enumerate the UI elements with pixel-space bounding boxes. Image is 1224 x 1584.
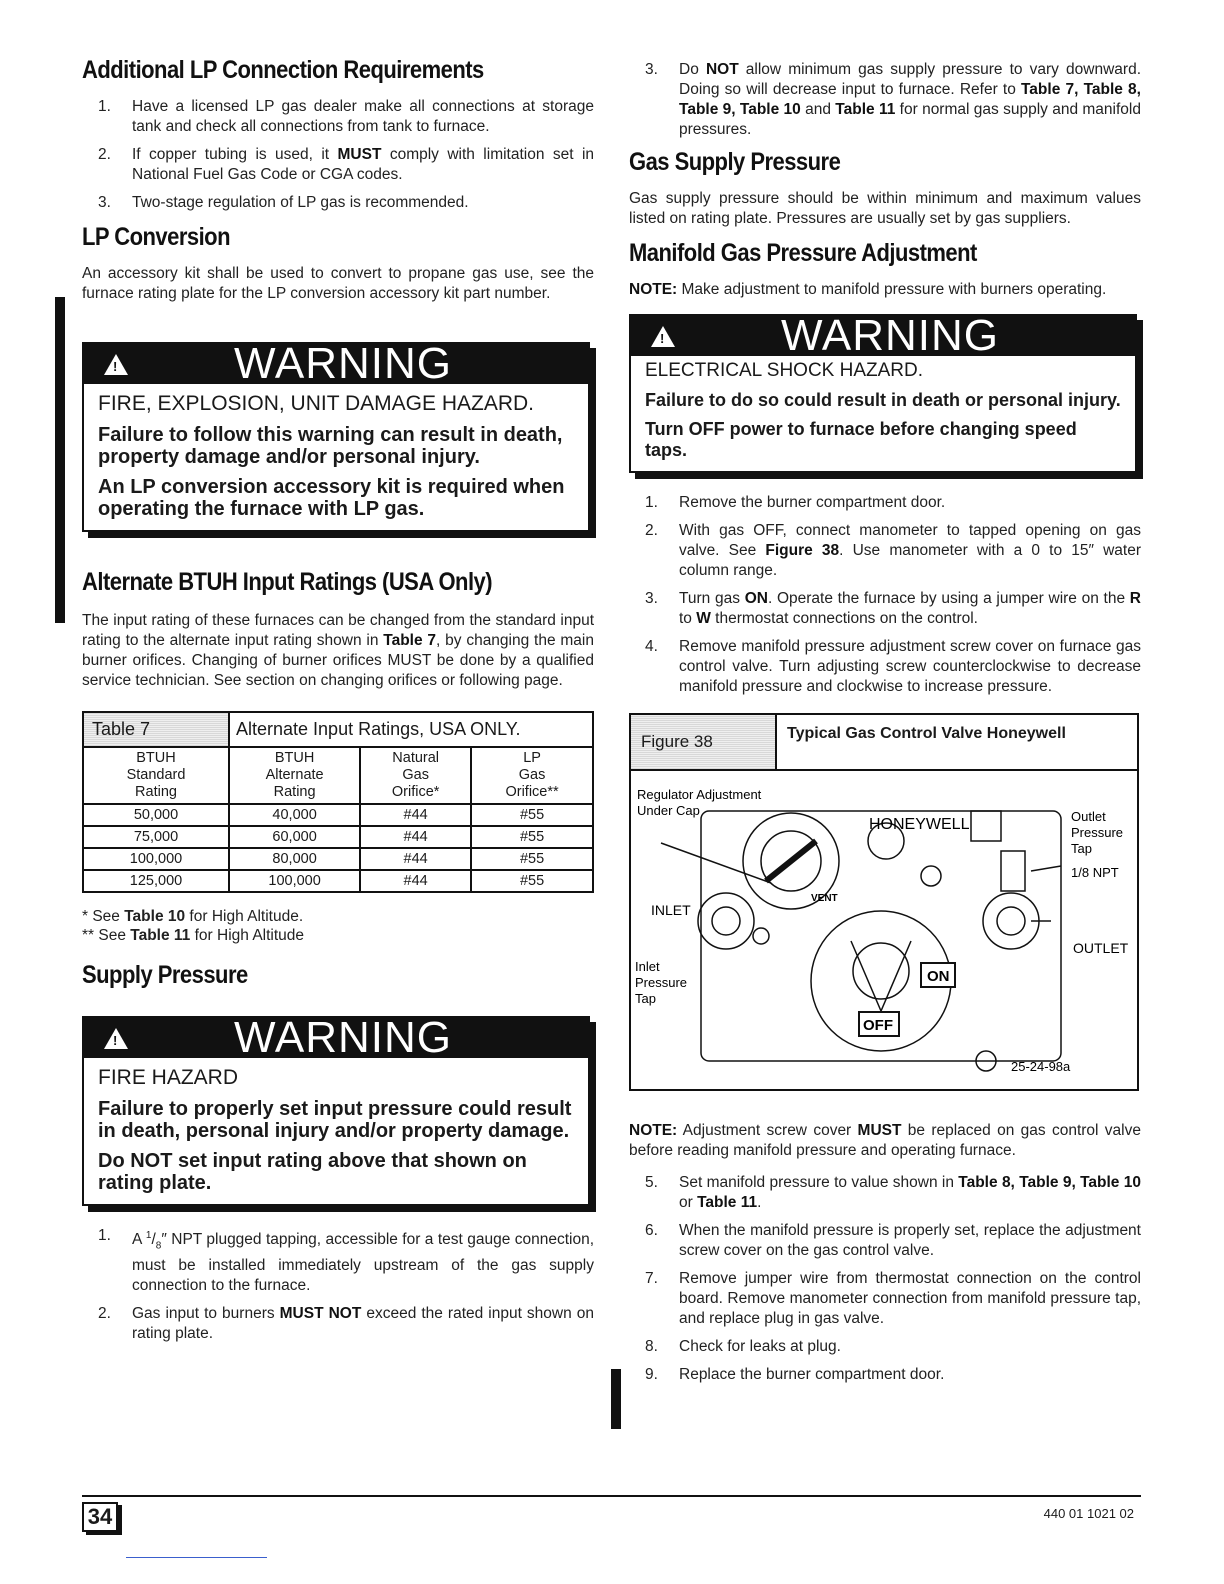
- list-item: 1. A $^1/_8''$ NPT plugged tapping, accessible for a test gauge connection, must be installed immediately upstream of the gas supply connection to the furnace.: [98, 1227, 595, 1295]
- bottom-link-underline: [126, 1557, 267, 1558]
- hazard-message: Turn OFF power to furnace before changing speed taps.: [645, 419, 1077, 460]
- table-row: 50,000 40,000 #44 #55: [83, 804, 593, 826]
- list-item: 5. Set manifold pressure to value shown in Table 8, Table 9, Table 10 or Table 11.: [645, 1174, 1141, 1211]
- figure-title: Typical Gas Control Valve Honeywell: [787, 725, 1066, 742]
- warning-triangle-icon: !: [651, 326, 675, 347]
- lp-conversion-heading: LP Conversion: [82, 223, 230, 251]
- warning-triangle-icon: !: [104, 354, 128, 375]
- svg-text:Regulator AdjustmentUnder Cap: Regulator Adjustment Under Cap: [637, 787, 762, 818]
- supply-pressure-heading: Supply Pressure: [82, 961, 248, 989]
- hazard-message: Do NOT set input rating above that shown on rating plate.: [98, 1150, 527, 1194]
- gas-supply-heading: Gas Supply Pressure: [629, 148, 841, 176]
- table-label: Table 7: [83, 712, 229, 747]
- column-header: BTUH Standard Rating: [83, 747, 229, 804]
- outlet-label: OUTLET: [1073, 940, 1129, 956]
- table-row: 75,000 60,000 #44 #55: [83, 826, 593, 848]
- supply-list: [82, 1226, 594, 1344]
- manifold-note: NOTE: Make adjustment to manifold pressure with burners operating.: [629, 281, 1107, 298]
- table-footnote: * See Table 10 for High Altitude.: [82, 908, 304, 925]
- table-row: 125,000 100,000 #44 #55: [83, 870, 593, 892]
- table-7: [82, 711, 594, 893]
- on-label: ON: [927, 968, 950, 985]
- list-item: 2. If copper tubing is used, it MUST comply with limitation set in National Fuel Gas Code or CGA codes.: [98, 146, 595, 183]
- list-item: 8. Check for leaks at plug.: [645, 1338, 841, 1355]
- hazard-message: An LP conversion accessory kit is required when operating the furnace with LP gas.: [98, 476, 565, 520]
- manifold-heading: Manifold Gas Pressure Adjustment: [629, 239, 977, 267]
- footer-rule: [82, 1495, 1141, 1497]
- inlet-label: INLET: [651, 902, 691, 918]
- vent-label: VENT: [811, 893, 838, 904]
- hazard-message: Failure to do so could result in death or personal injury.: [645, 390, 1121, 410]
- figure-38: [629, 713, 1139, 1091]
- lp-requirements-list: [82, 97, 594, 213]
- document-number: 440 01 1021 02: [1043, 1506, 1134, 1521]
- gas-supply-body: Gas supply pressure should be within minimum and maximum values listed on rating plate. Pressures are usually set by gas suppliers.: [629, 190, 1141, 227]
- outlet-tap-label: Outlet Pressure Tap: [1071, 809, 1124, 856]
- manifold-steps: [629, 493, 1141, 697]
- warning-box-fire: [82, 1013, 590, 1206]
- off-label: OFF: [863, 1017, 893, 1034]
- list-item: 7. Remove jumper wire from thermostat connection on the control board. Remove manometer connection from manifold pressure tap, and replace plug in gas valve.: [645, 1270, 1141, 1327]
- lp-conversion-body: An accessory kit shall be used to convert to propane gas use, see the furnace rating plate for the LP conversion accessory kit part number.: [82, 265, 594, 302]
- right-column: [629, 60, 1141, 1393]
- adjustment-note: NOTE: Adjustment screw cover MUST be replaced on gas control valve before reading manifold pressure and operating furnace.: [629, 1122, 1141, 1159]
- list-item: 3. Turn gas ON. Operate the furnace by using a jumper wire on the R to W thermostat connections on the control.: [645, 590, 1141, 627]
- warning-box-electrical: [629, 311, 1137, 473]
- btuh-heading: Alternate BTUH Input Ratings (USA Only): [82, 568, 493, 596]
- list-item: 9. Replace the burner compartment door.: [645, 1366, 945, 1383]
- list-item: 6. When the manifold pressure is properly set, replace the adjustment screw cover on the gas control valve.: [645, 1222, 1141, 1259]
- figure-label: Figure 38: [631, 715, 777, 769]
- table-footnote: ** See Table 11 for High Altitude: [82, 927, 305, 944]
- table-title: Alternate Input Ratings, USA ONLY.: [229, 712, 593, 747]
- continued-list: [629, 60, 1141, 140]
- final-steps: [629, 1173, 1141, 1385]
- list-item: 2. With gas OFF, connect manometer to tapped opening on gas valve. See Figure 38. Use manometer with a 0 to 15″ water column range.: [645, 522, 1142, 579]
- column-header: LP Gas Orifice**: [471, 747, 593, 804]
- lp-requirements-heading: Additional LP Connection Requirements: [82, 56, 484, 84]
- list-item: 3. Two-stage regulation of LP gas is recommended.: [98, 194, 469, 211]
- change-bar: [611, 1369, 621, 1429]
- left-column: [82, 56, 594, 1352]
- warning-banner: ! WARNING: [84, 1018, 588, 1058]
- brand-label: HONEYWELL: [869, 816, 970, 833]
- warning-box-lp: [82, 339, 590, 532]
- hazard-title: FIRE, EXPLOSION, UNIT DAMAGE HAZARD.: [98, 392, 535, 415]
- column-header: BTUH Alternate Rating: [229, 747, 360, 804]
- change-bar: [55, 297, 65, 623]
- list-item: 1. Have a licensed LP gas dealer make all connections at storage tank and check all connections from tank to furnace.: [98, 98, 594, 135]
- column-header: Natural Gas Orifice*: [360, 747, 471, 804]
- list-item: 1. Remove the burner compartment door.: [645, 494, 946, 511]
- gas-valve-diagram: [631, 771, 1137, 1089]
- page-number: 34: [82, 1502, 118, 1532]
- hazard-title: FIRE HAZARD: [98, 1066, 239, 1089]
- hazard-message: Failure to follow this warning can result in death, property damage and/or personal injury.: [98, 424, 563, 468]
- svg-text:1/8 NPT: 1/8 NPT: [1071, 865, 1119, 880]
- list-item: 4. Remove manifold pressure adjustment screw cover on furnace gas control valve. Turn adjusting screw counterclockwise to decrease manifold pressure and clockwise to increase pressure.: [645, 638, 1141, 695]
- inlet-tap-label: Inlet Pressure Tap: [635, 959, 688, 1006]
- list-item: 3. Do NOT allow minimum gas supply pressure to vary downward. Doing so will decrease input to furnace. Refer to Table 7, Table 8, Table 9, Table 10 and Table 11 for normal gas supply and manifold pressures.: [645, 61, 1142, 138]
- hazard-message: Failure to properly set input pressure could result in death, personal injury and/or property damage.: [98, 1098, 572, 1142]
- table-row: 100,000 80,000 #44 #55: [83, 848, 593, 870]
- warning-banner: ! WARNING: [631, 316, 1135, 356]
- list-item: 2. Gas input to burners MUST NOT exceed the rated input shown on rating plate.: [98, 1305, 595, 1343]
- warning-triangle-icon: !: [104, 1028, 128, 1049]
- warning-banner: ! WARNING: [84, 344, 588, 384]
- figure-code: 25-24-98a: [1011, 1059, 1071, 1074]
- btuh-body: The input rating of these furnaces can be changed from the standard input rating to the alternate input rating shown in Table 7, by changing the main burner orifices. Changing of burner orifices MUST be done by a qualified service technician. See section on changing orifices or following page.: [82, 612, 594, 689]
- hazard-title: ELECTRICAL SHOCK HAZARD.: [645, 360, 924, 381]
